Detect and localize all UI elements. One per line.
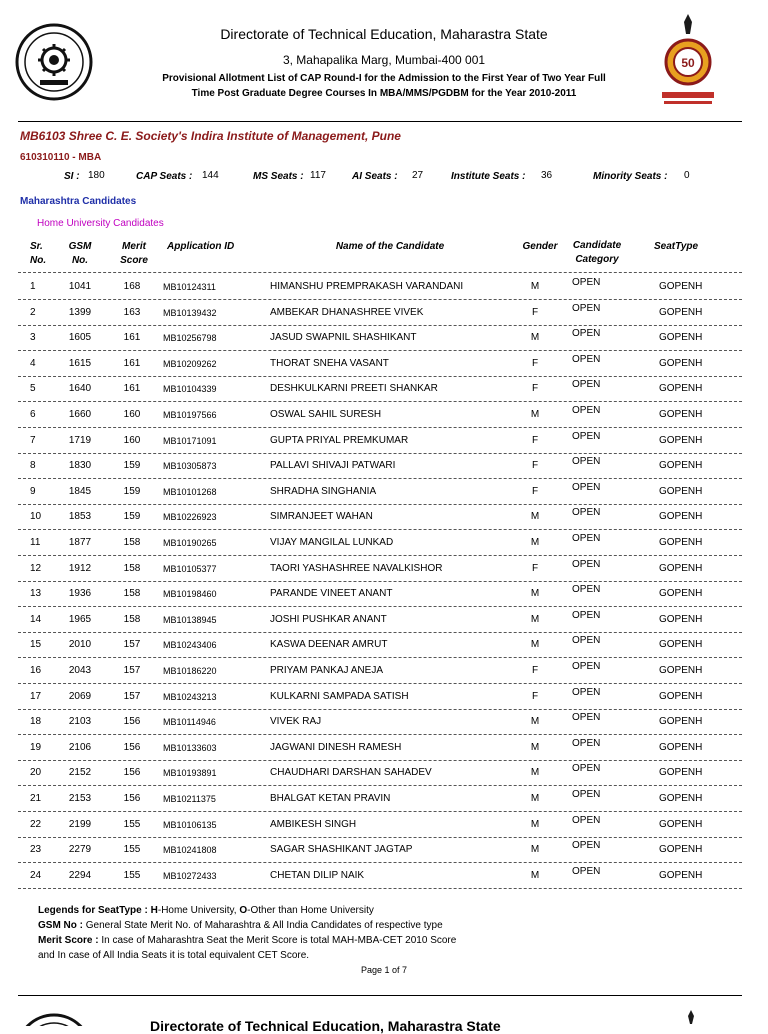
cell-sr: 20 bbox=[30, 767, 42, 779]
cell-gsm: 1719 bbox=[68, 434, 92, 446]
cell-seat-type: GOPENH bbox=[659, 613, 703, 625]
cell-seat-type: GOPENH bbox=[659, 716, 703, 728]
cell-gsm: 2152 bbox=[68, 767, 92, 779]
cell-candidate-name: SIMRANJEET WAHAN bbox=[270, 511, 373, 523]
cell-category: OPEN bbox=[572, 533, 601, 544]
cell-seat-type: GOPENH bbox=[659, 588, 703, 600]
cell-merit: 161 bbox=[123, 332, 141, 344]
row-divider bbox=[18, 837, 742, 838]
cell-gsm: 1965 bbox=[68, 613, 92, 625]
cell-candidate-name: AMBIKESH SINGH bbox=[270, 818, 357, 830]
cell-sr: 12 bbox=[30, 562, 42, 574]
cell-sr: 6 bbox=[30, 409, 36, 420]
row-divider bbox=[18, 581, 742, 582]
cell-merit: 159 bbox=[123, 485, 141, 497]
cell-merit: 161 bbox=[123, 357, 141, 369]
row-divider bbox=[18, 888, 742, 889]
cell-candidate-name: JAGWANI DINESH RAMESH bbox=[270, 741, 402, 753]
cell-gsm: 1605 bbox=[68, 332, 92, 344]
cell-gsm: 2199 bbox=[68, 818, 92, 830]
cell-candidate-name: DESHKULKARNI PREETI SHANKAR bbox=[270, 383, 438, 395]
cell-seat-type: GOPENH bbox=[659, 818, 703, 830]
cell-gsm: 2279 bbox=[68, 844, 92, 856]
col-candidate-name: Name of the Candidate bbox=[335, 241, 445, 252]
cell-sr: 15 bbox=[30, 639, 42, 651]
cell-candidate-name: VIJAY MANGILAL LUNKAD bbox=[270, 537, 394, 548]
col-candidate-category: Candidate Category bbox=[572, 240, 622, 265]
cell-merit: 157 bbox=[123, 665, 141, 676]
cell-candidate-name: SAGAR SHASHIKANT JAGTAP bbox=[270, 844, 413, 856]
cell-candidate-name: KULKARNI SAMPADA SATISH bbox=[270, 690, 409, 702]
row-divider bbox=[18, 555, 742, 556]
cell-gender: F bbox=[531, 306, 539, 318]
cell-application-id: MB10272433 bbox=[163, 870, 217, 881]
cell-sr: 2 bbox=[30, 306, 36, 318]
cell-seat-type: GOPENH bbox=[659, 690, 703, 702]
legend-merit-2: and In case of All India Seats it is total equivalent CET Score. bbox=[38, 950, 310, 961]
cell-application-id: MB10209262 bbox=[163, 358, 217, 369]
cell-category: OPEN bbox=[572, 481, 601, 493]
cell-gender: M bbox=[530, 409, 540, 420]
course-code: 610310110 - MBA bbox=[20, 152, 102, 163]
cell-gsm: 1399 bbox=[68, 306, 92, 318]
cell-candidate-name: PRIYAM PANKAJ ANEJA bbox=[270, 665, 383, 676]
cell-merit: 168 bbox=[123, 281, 141, 292]
cell-category: OPEN bbox=[572, 507, 601, 519]
next-page-title: Directorate of Technical Education, Maharastra State bbox=[150, 1018, 501, 1034]
row-divider bbox=[18, 811, 742, 812]
cell-category: OPEN bbox=[572, 865, 601, 877]
cell-candidate-name: THORAT SNEHA VASANT bbox=[270, 357, 389, 369]
cell-gsm: 2043 bbox=[68, 665, 92, 676]
cell-sr: 17 bbox=[30, 690, 42, 702]
cell-application-id: MB10226923 bbox=[163, 512, 217, 523]
institute-seats-value: 36 bbox=[541, 170, 553, 181]
cell-category: OPEN bbox=[572, 328, 601, 340]
cell-application-id: MB10104339 bbox=[163, 384, 217, 395]
ms-seats-label: MS Seats : bbox=[253, 171, 304, 182]
cell-application-id: MB10211375 bbox=[163, 794, 216, 804]
cell-gender: M bbox=[530, 511, 540, 523]
page-number: Page 1 of 7 bbox=[360, 965, 408, 975]
col-gsm-no: GSM No. bbox=[68, 241, 92, 266]
cell-category: OPEN bbox=[572, 558, 601, 570]
row-divider bbox=[18, 709, 742, 710]
cell-candidate-name: TAORI YASHASHREE NAVALKISHOR bbox=[270, 562, 443, 574]
si-label: SI : bbox=[64, 171, 80, 182]
cell-candidate-name: VIVEK RAJ bbox=[270, 716, 322, 728]
cell-merit: 155 bbox=[123, 844, 141, 856]
jubilee-logo-next-page bbox=[684, 1010, 698, 1024]
cell-seat-type: GOPENH bbox=[659, 332, 703, 344]
page-break-rule bbox=[18, 995, 742, 996]
cell-category: OPEN bbox=[572, 686, 601, 698]
cell-sr: 14 bbox=[30, 613, 42, 625]
cell-gsm: 1041 bbox=[68, 281, 92, 292]
cell-category: OPEN bbox=[572, 379, 601, 391]
cell-application-id: MB10193891 bbox=[163, 768, 217, 779]
cell-gsm: 1640 bbox=[68, 383, 92, 395]
cell-sr: 16 bbox=[30, 665, 42, 676]
cell-gender: F bbox=[531, 485, 539, 497]
cell-sr: 4 bbox=[30, 357, 36, 369]
row-divider bbox=[18, 325, 742, 326]
address: 3, Mahapalika Marg, Mumbai-400 001 bbox=[282, 53, 486, 67]
cell-sr: 18 bbox=[30, 716, 42, 728]
cell-gender: M bbox=[530, 332, 540, 344]
cell-candidate-name: HIMANSHU PREMPRAKASH VARANDANI bbox=[270, 281, 464, 292]
cell-sr: 24 bbox=[30, 869, 42, 881]
cell-gsm: 1615 bbox=[68, 357, 92, 369]
cell-gender: M bbox=[530, 613, 540, 625]
cell-sr: 5 bbox=[30, 383, 36, 395]
cell-gender: F bbox=[531, 562, 539, 574]
ai-seats-value: 27 bbox=[412, 170, 424, 181]
cell-seat-type: GOPENH bbox=[659, 485, 703, 497]
row-divider bbox=[18, 504, 742, 505]
cell-gender: F bbox=[531, 460, 539, 472]
cell-category: OPEN bbox=[572, 405, 601, 416]
cell-gender: M bbox=[530, 844, 540, 856]
cell-seat-type: GOPENH bbox=[659, 281, 703, 292]
cell-seat-type: GOPENH bbox=[659, 639, 703, 651]
cell-category: OPEN bbox=[572, 430, 601, 442]
cell-application-id: MB10106135 bbox=[163, 819, 217, 830]
cell-gsm: 1660 bbox=[68, 409, 92, 420]
cell-candidate-name: JOSHI PUSHKAR ANANT bbox=[270, 613, 387, 625]
cell-application-id: MB10243213 bbox=[163, 691, 217, 702]
cell-seat-type: GOPENH bbox=[659, 511, 703, 523]
cell-gender: M bbox=[530, 281, 540, 292]
cell-gsm: 2294 bbox=[68, 869, 92, 881]
legend-merit: Merit Score : In case of Maharashtra Seat the Merit Score is total MAH-MBA-CET 2010 Score bbox=[38, 935, 457, 946]
cell-gender: F bbox=[531, 383, 539, 395]
maharashtra-candidates-heading: Maharashtra Candidates bbox=[20, 196, 137, 207]
cell-merit: 158 bbox=[123, 537, 141, 548]
cell-application-id: MB10114946 bbox=[163, 717, 216, 728]
cell-merit: 160 bbox=[123, 434, 141, 446]
cell-category: OPEN bbox=[572, 763, 601, 775]
row-divider bbox=[18, 632, 742, 633]
cell-sr: 1 bbox=[30, 281, 36, 292]
cell-merit: 158 bbox=[123, 588, 141, 600]
home-university-heading: Home University Candidates bbox=[37, 218, 164, 229]
cell-seat-type: GOPENH bbox=[659, 357, 703, 369]
cell-category: OPEN bbox=[572, 661, 601, 672]
cell-merit: 156 bbox=[123, 716, 141, 728]
cap-seats-label: CAP Seats : bbox=[136, 171, 193, 182]
cell-category: OPEN bbox=[572, 712, 601, 724]
ai-seats-label: AI Seats : bbox=[352, 171, 398, 182]
cell-seat-type: GOPENH bbox=[659, 434, 703, 446]
cell-category: OPEN bbox=[572, 737, 601, 749]
cell-merit: 155 bbox=[123, 869, 141, 881]
cell-seat-type: GOPENH bbox=[659, 665, 703, 676]
cell-seat-type: GOPENH bbox=[659, 767, 703, 779]
cell-candidate-name: GUPTA PRIYAL PREMKUMAR bbox=[270, 434, 409, 446]
cell-application-id: MB10138945 bbox=[163, 614, 217, 625]
cell-gsm: 2010 bbox=[68, 639, 92, 651]
cell-application-id: MB10171091 bbox=[163, 435, 217, 446]
col-merit-score: Merit Score bbox=[120, 241, 148, 266]
cell-gender: M bbox=[530, 588, 540, 600]
cell-candidate-name: CHAUDHARI DARSHAN SAHADEV bbox=[270, 767, 432, 779]
cell-application-id: MB10256798 bbox=[163, 333, 217, 344]
cell-category: OPEN bbox=[572, 584, 601, 596]
minority-seats-label: Minority Seats : bbox=[593, 171, 668, 182]
cell-category: OPEN bbox=[572, 840, 601, 852]
cell-application-id: MB10101268 bbox=[163, 486, 217, 497]
cell-seat-type: GOPENH bbox=[659, 409, 703, 420]
cap-seats-value: 144 bbox=[202, 170, 219, 181]
cell-gender: F bbox=[531, 690, 539, 702]
cell-candidate-name: AMBEKAR DHANASHREE VIVEK bbox=[270, 306, 424, 318]
col-application-id: Application ID bbox=[167, 241, 235, 252]
cell-category: OPEN bbox=[572, 635, 601, 647]
cell-merit: 155 bbox=[123, 818, 141, 830]
cell-gsm: 2153 bbox=[68, 793, 92, 804]
cell-gsm: 1912 bbox=[68, 562, 92, 574]
cell-sr: 13 bbox=[30, 588, 42, 600]
cell-gender: M bbox=[530, 767, 540, 779]
row-divider bbox=[18, 529, 742, 530]
cell-gender: M bbox=[530, 639, 540, 651]
header-divider bbox=[18, 272, 742, 273]
cell-merit: 156 bbox=[123, 767, 141, 779]
page-title: Directorate of Technical Education, Maharastra State bbox=[220, 26, 548, 42]
row-divider bbox=[18, 401, 742, 402]
col-sr-no: Sr. No. bbox=[30, 241, 47, 266]
cell-candidate-name: OSWAL SAHIL SURESH bbox=[270, 409, 382, 420]
cell-sr: 10 bbox=[30, 511, 42, 523]
row-divider bbox=[18, 376, 742, 377]
cell-gsm: 1845 bbox=[68, 485, 92, 497]
cell-category: OPEN bbox=[572, 609, 601, 621]
cell-candidate-name: CHETAN DILIP NAIK bbox=[270, 869, 365, 881]
row-divider bbox=[18, 299, 742, 300]
cell-seat-type: GOPENH bbox=[659, 793, 703, 804]
cell-category: OPEN bbox=[572, 302, 601, 314]
row-divider bbox=[18, 606, 742, 607]
cell-gsm: 2106 bbox=[68, 741, 92, 753]
cell-candidate-name: BHALGAT KETAN PRAVIN bbox=[270, 793, 391, 804]
row-divider bbox=[18, 427, 742, 428]
cell-gsm: 2069 bbox=[68, 690, 92, 702]
cell-gender: M bbox=[530, 793, 540, 804]
cell-gsm: 1830 bbox=[68, 460, 92, 472]
cell-sr: 7 bbox=[30, 434, 36, 446]
cell-application-id: MB10124311 bbox=[163, 282, 216, 292]
institute-seats-label: Institute Seats : bbox=[451, 171, 526, 182]
row-divider bbox=[18, 657, 742, 658]
row-divider bbox=[18, 350, 742, 351]
cell-gender: F bbox=[531, 665, 539, 676]
cell-category: OPEN bbox=[572, 277, 601, 288]
cell-category: OPEN bbox=[572, 789, 601, 800]
cell-merit: 156 bbox=[123, 741, 141, 753]
cell-sr: 23 bbox=[30, 844, 42, 856]
cell-merit: 156 bbox=[123, 793, 141, 804]
cell-seat-type: GOPENH bbox=[659, 537, 703, 548]
cell-application-id: MB10133603 bbox=[163, 742, 217, 753]
legend-seattype: Legends for SeatType : H-Home University, O-Other than Home University bbox=[38, 905, 374, 916]
row-divider bbox=[18, 478, 742, 479]
header-rule bbox=[18, 121, 742, 122]
cell-sr: 21 bbox=[30, 793, 42, 804]
cell-merit: 159 bbox=[123, 460, 141, 472]
cell-sr: 19 bbox=[30, 741, 42, 753]
cell-merit: 157 bbox=[123, 639, 141, 651]
cell-gender: M bbox=[530, 741, 540, 753]
row-divider bbox=[18, 760, 742, 761]
cell-candidate-name: JASUD SWAPNIL SHASHIKANT bbox=[270, 332, 417, 344]
cell-seat-type: GOPENH bbox=[659, 383, 703, 395]
cell-gender: F bbox=[531, 357, 539, 369]
cell-application-id: MB10190265 bbox=[163, 538, 217, 548]
cell-seat-type: GOPENH bbox=[659, 460, 703, 472]
col-seat-type: SeatType bbox=[654, 241, 699, 252]
cell-sr: 3 bbox=[30, 332, 36, 344]
cell-merit: 158 bbox=[123, 562, 141, 574]
cell-application-id: MB10198460 bbox=[163, 589, 217, 600]
legend-gsm: GSM No : General State Merit No. of Maharashtra & All India Candidates of respective type bbox=[38, 920, 443, 931]
cell-application-id: MB10305873 bbox=[163, 461, 217, 472]
cell-gsm: 2103 bbox=[68, 716, 92, 728]
cell-candidate-name: KASWA DEENAR AMRUT bbox=[270, 639, 388, 651]
cell-gender: M bbox=[530, 537, 540, 548]
row-divider bbox=[18, 683, 742, 684]
cell-gender: M bbox=[530, 716, 540, 728]
svg-text:50: 50 bbox=[681, 56, 695, 70]
cell-seat-type: GOPENH bbox=[659, 844, 703, 856]
cell-gsm: 1853 bbox=[68, 511, 92, 523]
cell-sr: 8 bbox=[30, 460, 36, 472]
cell-gender: M bbox=[530, 818, 540, 830]
institute-name: MB6103 Shree C. E. Society's Indira Institute of Management, Pune bbox=[20, 129, 401, 143]
si-value: 180 bbox=[88, 170, 105, 181]
cell-application-id: MB10197566 bbox=[163, 410, 217, 420]
cell-gsm: 1877 bbox=[68, 537, 92, 548]
cell-category: OPEN bbox=[572, 456, 601, 468]
cell-merit: 161 bbox=[123, 383, 141, 395]
ms-seats-value: 117 bbox=[310, 170, 326, 181]
cell-merit: 163 bbox=[123, 306, 141, 318]
cell-merit: 159 bbox=[123, 511, 141, 523]
cell-application-id: MB10139432 bbox=[163, 307, 217, 318]
subtitle-line-2: Time Post Graduate Degree Courses In MBA/MMS/PGDBM for the Year 2010-2011 bbox=[191, 88, 577, 99]
cell-gender: M bbox=[530, 869, 540, 881]
cell-application-id: MB10243406 bbox=[163, 640, 217, 651]
cell-sr: 11 bbox=[30, 537, 41, 548]
subtitle-line-1: Provisional Allotment List of CAP Round-I for the Admission to the First Year of Two Year Full bbox=[162, 73, 606, 84]
row-divider bbox=[18, 453, 742, 454]
cell-seat-type: GOPENH bbox=[659, 741, 703, 753]
row-divider bbox=[18, 785, 742, 786]
cell-gender: F bbox=[531, 434, 539, 446]
cell-sr: 9 bbox=[30, 485, 36, 497]
cell-merit: 160 bbox=[123, 409, 141, 420]
row-divider bbox=[18, 862, 742, 863]
cell-application-id: MB10105377 bbox=[163, 563, 217, 574]
cell-candidate-name: PALLAVI SHIVAJI PATWARI bbox=[270, 460, 396, 472]
cell-candidate-name: PARANDE VINEET ANANT bbox=[270, 588, 393, 600]
row-divider bbox=[18, 734, 742, 735]
cell-merit: 158 bbox=[123, 613, 141, 625]
cell-seat-type: GOPENH bbox=[659, 869, 703, 881]
cell-candidate-name: SHRADHA SINGHANIA bbox=[270, 485, 377, 497]
cell-seat-type: GOPENH bbox=[659, 306, 703, 318]
cell-sr: 22 bbox=[30, 818, 42, 830]
cell-category: OPEN bbox=[572, 814, 601, 826]
cell-merit: 157 bbox=[123, 690, 141, 702]
cell-gsm: 1936 bbox=[68, 588, 92, 600]
cell-seat-type: GOPENH bbox=[659, 562, 703, 574]
minority-seats-value: 0 bbox=[684, 170, 690, 181]
col-gender: Gender bbox=[522, 241, 558, 252]
cell-category: OPEN bbox=[572, 353, 601, 365]
cell-application-id: MB10241808 bbox=[163, 845, 217, 856]
cell-application-id: MB10186220 bbox=[163, 666, 217, 676]
